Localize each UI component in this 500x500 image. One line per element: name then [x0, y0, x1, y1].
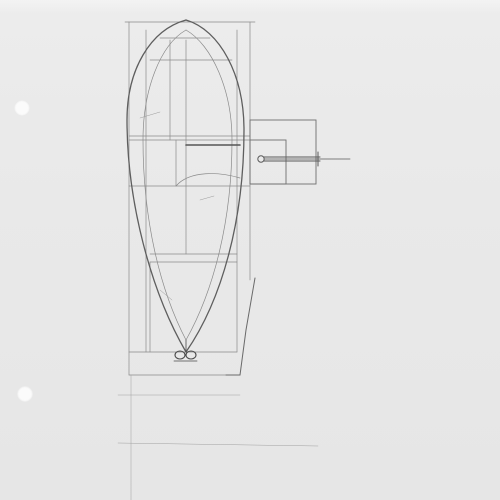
drive-shaft-icon [258, 152, 350, 166]
extension-lines [118, 375, 318, 500]
motor-housing [176, 120, 316, 186]
stern-detail [226, 278, 255, 375]
